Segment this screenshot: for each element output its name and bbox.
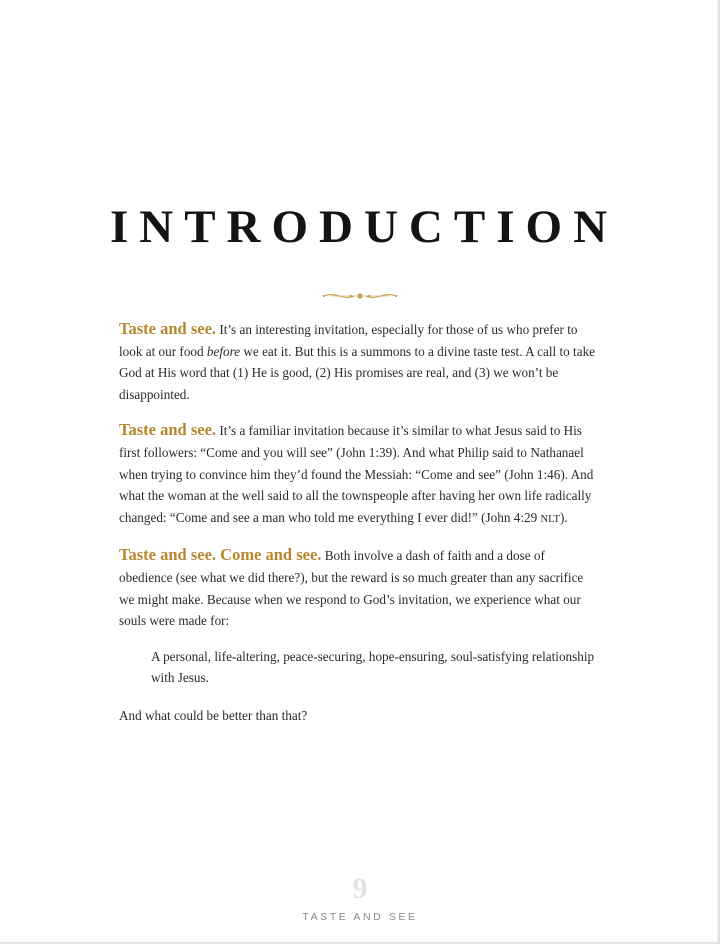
paragraph-text: It’s an interesting invitation, especially for those of us who prefer to look at our food [119,322,578,359]
lead-phrase: Taste and see. Come and see. [119,545,322,565]
page-number: 9 [352,872,368,905]
paragraph-3 [119,544,599,631]
paragraph-text: ). [559,509,568,525]
chapter-title: INTRODUCTION [109,201,619,253]
lead-phrase: Taste and see. [119,319,217,338]
closing-line: And what could be better than that? [119,707,308,723]
body-text [119,318,599,741]
running-footer: TASTE AND SEE [302,911,418,923]
paragraph-text: Both involve a dash of faith and a dose of obedience (see what we did there?), but the reward is so much greater than any sacrifice we might make. Because when we respond to God’s invitation, we experience what our souls were made for: [119,548,584,629]
translation-abbr: NLT [540,513,560,525]
paragraph-text: we eat it. But this is a summons to a divine taste test. A call to take God at His word that (1) He is good, (2) His promises are real, and (3) we won’t be disappointed. [119,343,596,402]
paragraph-text: It’s a familiar invitation because it’s similar to what Jesus said to His first followers: “Come and you will see” (John 1:39). And what Philip said to Nathanael when trying to convince him they’d found the Messiah: “Come and see” (John 1:46). And what the woman at the well said to all the townspeople after having her own life radically changed: “Come and see a man who told me everything I ever did!” (John 4:29 [119,423,594,525]
flourish-ornament-icon [320,289,400,303]
block-quote: A personal, life-altering, peace-securing, hope-ensuring, soul-satisfying relationship with Jesus. [151,648,595,686]
emphasis: before [206,343,241,359]
lead-phrase: Taste and see. [119,420,217,440]
paragraph-2 [119,419,599,530]
paragraph-1 [119,318,599,405]
